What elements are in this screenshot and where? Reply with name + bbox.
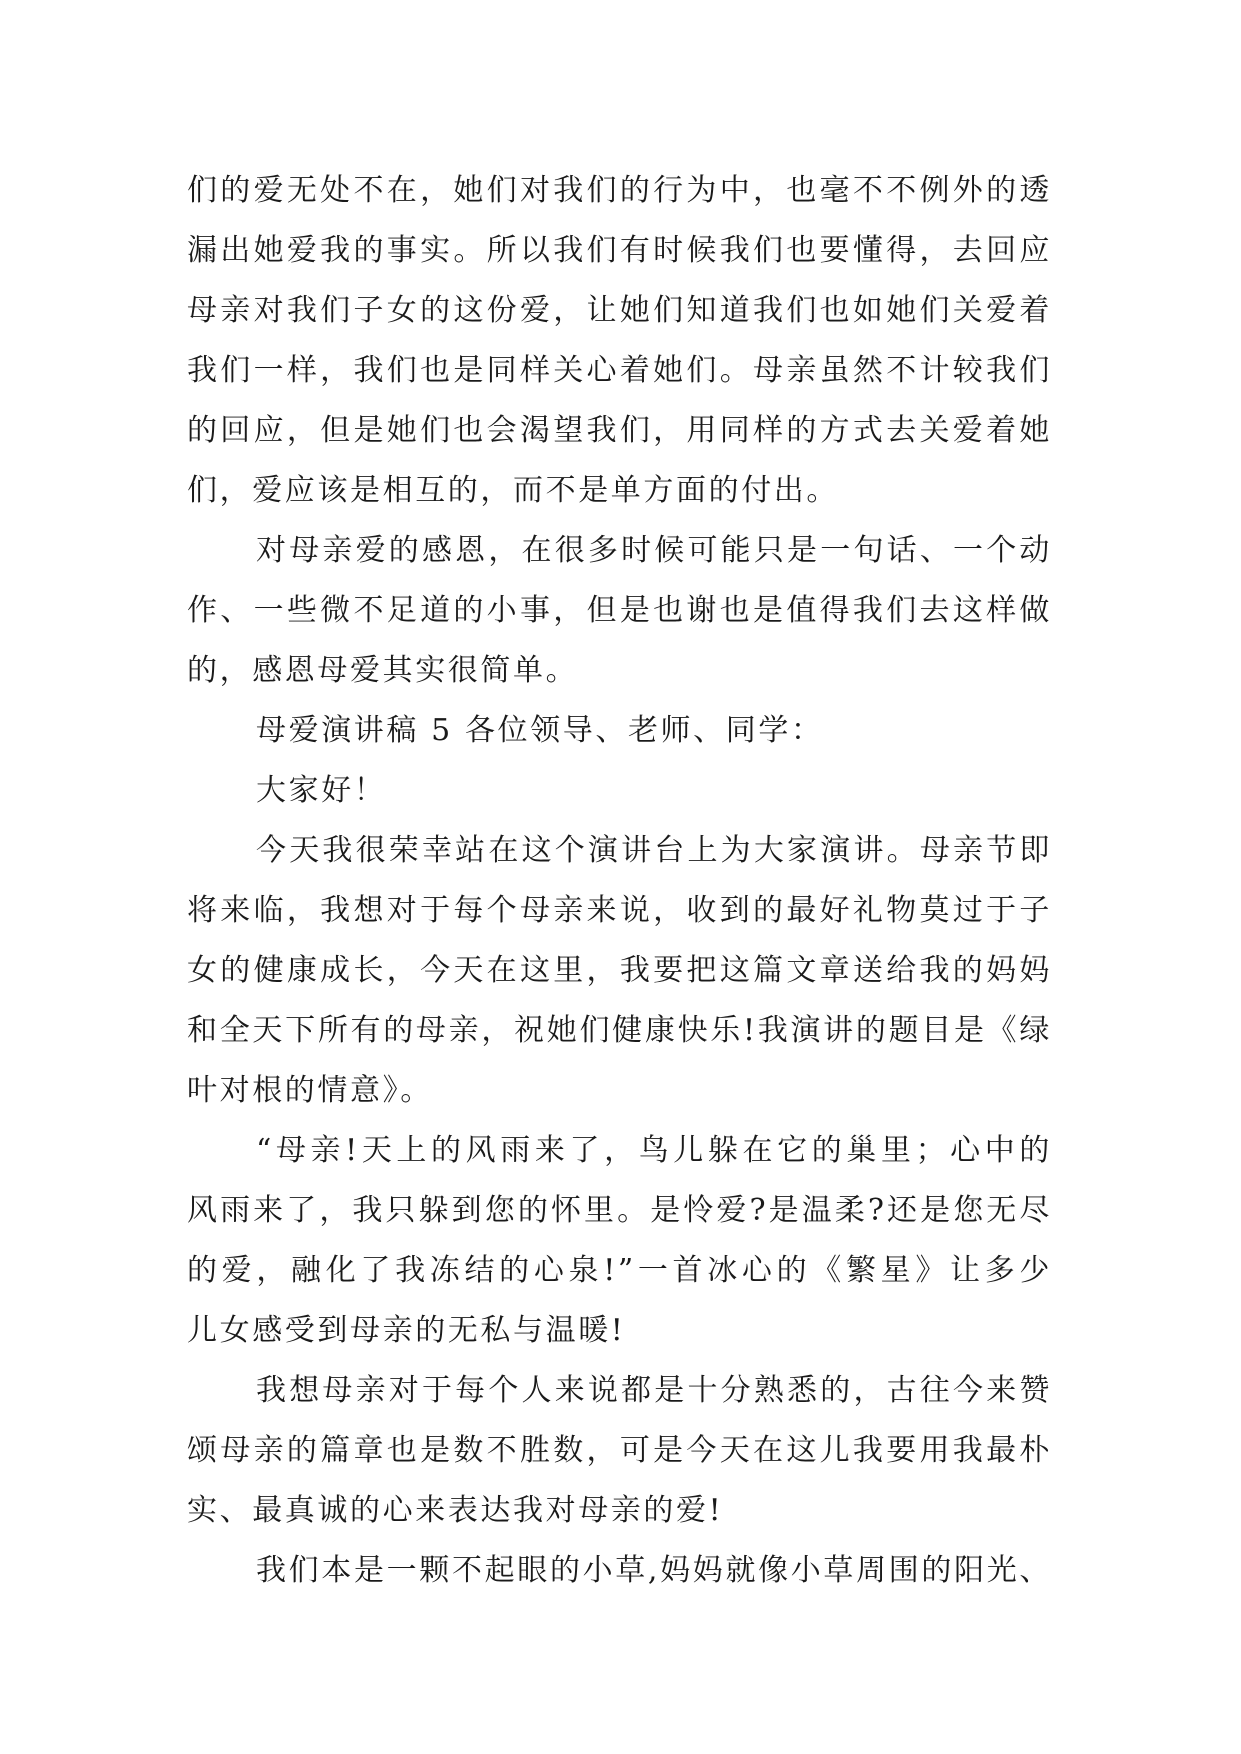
text-line: 女的健康成长，今天在这里，我要把这篇文章送给我的妈妈 [187,953,1052,988]
greeting: 大家好！ [256,773,387,808]
text-line: 儿女感受到母亲的无私与温暖! [187,1313,626,1348]
text-line: 实、最真诚的心来表达我对母亲的爱! [187,1493,724,1528]
text-line: 和全天下所有的母亲，祝她们健康快乐!我演讲的题目是《绿 [187,1013,1052,1048]
text-line: 我们一样，我们也是同样关心着她们。母亲虽然不计较我们 [187,353,1052,388]
text-line: 作、一些微不足道的小事，但是也谢也是值得我们去这样做 [187,593,1052,628]
body-text [187,161,1052,1601]
text-line: 的，感恩母爱其实很简单。 [187,653,579,688]
text-line: 的爱，融化了我冻结的心泉!”一首冰心的《繁星》让多少 [187,1253,1052,1288]
text-line: 将来临，我想对于每个母亲来说，收到的最好礼物莫过于子 [187,893,1052,928]
text-line: 叶对根的情意》。 [187,1073,433,1108]
text-line: 们的爱无处不在，她们对我们的行为中，也毫不不例外的透 [187,173,1052,208]
text-line: 对母亲爱的感恩，在很多时候可能只是一句话、一个动 [256,533,1052,568]
text-line: 今天我很荣幸站在这个演讲台上为大家演讲。母亲节即 [256,833,1052,868]
text-line: “母亲!天上的风雨来了，鸟儿躲在它的巢里；心中的 [256,1133,1052,1168]
text-line: 漏出她爱我的事实。所以我们有时候我们也要懂得，去回应 [187,233,1052,268]
text-line: 母亲对我们子女的这份爱，让她们知道我们也如她们关爱着 [187,293,1052,328]
text-line: 的回应，但是她们也会渴望我们，用同样的方式去关爱着她 [187,413,1052,448]
text-line: 颂母亲的篇章也是数不胜数，可是今天在这儿我要用我最朴 [187,1433,1052,1468]
text-line: 们，爱应该是相互的，而不是单方面的付出。 [187,473,839,508]
text-line: 风雨来了，我只躲到您的怀里。是怜爱?是温柔?还是您无尽 [187,1193,1052,1228]
section-heading: 母爱演讲稿 5 各位领导、老师、同学： [256,713,824,748]
text-line: 我们本是一颗不起眼的小草,妈妈就像小草周围的阳光、 [256,1553,1052,1588]
text-line: 我想母亲对于每个人来说都是十分熟悉的，古往今来赞 [256,1373,1052,1408]
